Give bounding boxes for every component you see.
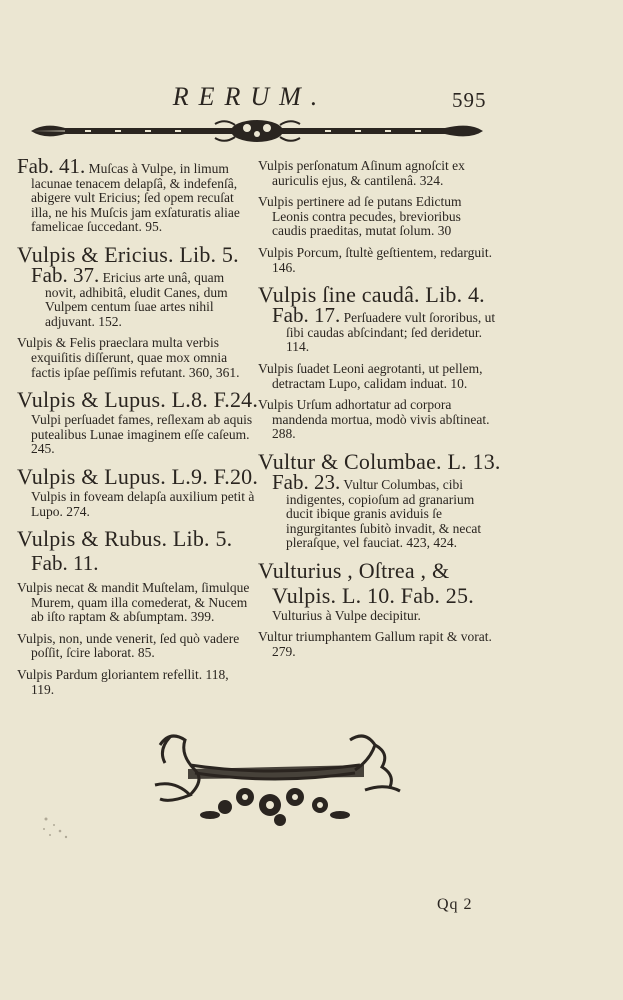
entry-heading: Vulpis & Lupus. L.8. F.24. — [17, 387, 259, 413]
entry-text: Ericius arte unâ, quam novit, adhibitâ, eludit Canes, dum Vulpem centum ſuae artes nihil adjuvant. 152. — [45, 269, 228, 329]
entry-heading: Vultur & Columbae. L. 13. — [258, 448, 501, 474]
index-column-right — [258, 158, 501, 667]
index-entry: Vulpis Pardum gloriantem refellit. 118, 119. — [17, 667, 229, 697]
entry-text: Perſuadere vult ſororibus, ut ſibi caudas abſcindant; ſed deridetur. 114. — [286, 310, 496, 355]
running-title: RERUM. — [172, 82, 328, 111]
entry-text: Vulpi perſuadet fames, reſlexam ab aquis putealibus Lunae imaginem eſſe caſeum. 245. — [31, 412, 253, 457]
index-entry: Vulpis ſuadet Leoni aegrotanti, ut pellem, detractam Lupo, calidam induat. 10. — [258, 360, 483, 391]
fable-number: Fab. 11. — [31, 551, 99, 576]
index-column-left — [17, 154, 259, 704]
index-entry — [17, 242, 255, 329]
entry-heading: Vulturius , Oſtrea , & — [258, 557, 450, 583]
index-entry: Vulpis, non, unde venerit, ſed quò vadere poſſit, ſcire laborat. 85. — [17, 630, 240, 661]
index-entry: Vulpis Urſum adhortatur ad corpora mandenda mortua, modò vivis abſtineat. 288. — [258, 397, 490, 442]
entry-text: Vultur Columbas, cibi indigentes, copioſum ad granarium ducit ibique granis aviduis ſe ingurgitantes ſubitò invadit, & necat pleraſque, vel fauciat. 423, 424. — [286, 476, 482, 551]
fable-number: Fab. 41. — [17, 154, 86, 178]
index-entry: Vulpis & Felis praeclara multa verbis exquiſitis diſſerunt, quae mox omnia factis ipſae peſſimis refutant. 360, 361. — [17, 335, 240, 380]
index-entry: Vultur triumphantem Gallum rapit & vorat. 279. — [258, 629, 492, 660]
entry-text: Muſcas à Vulpe, in limum lacunae tenacem delapſâ, & indefenſâ, abigere vult Ericius; ſed opem recuſat illa, ne his Muſcis jam exſaturatis aliae famelicae ſuccedant. 95. — [31, 161, 240, 235]
ribbon-wreath-band-icon — [25, 116, 490, 146]
page-number: 595 — [452, 88, 487, 112]
entry-text: Vulturius à Vulpe decipitur. — [272, 607, 421, 623]
entry-heading: Vulpis & Lupus. L.9. F.20. — [17, 463, 259, 489]
index-entry — [17, 387, 259, 457]
index-entry — [17, 463, 259, 519]
entry-heading: Vulpis ſine caudâ. Lib. 4. — [258, 282, 485, 308]
index-entry: Vulpis perſonatum Aſinum agnoſcit ex auriculis ejus, & cantilenâ. 324. — [258, 158, 465, 188]
index-entry — [17, 154, 255, 235]
signature-mark: Qq 2 — [437, 896, 473, 913]
index-entry: Vulpis Porcum, ſtultè geſtientem, redarguit. 146. — [258, 244, 493, 275]
index-entry — [258, 448, 501, 551]
fable-number: Fab. 17. — [272, 303, 341, 328]
index-entry: Vulpis pertinere ad ſe putans Edictum Leonis contra pecudes, brevioribus caudis praeditas, mutat ſolum. 30 — [258, 194, 462, 239]
entry-text: Vulpis in foveam delapſa auxilium petit à Lupo. 274. — [31, 488, 255, 519]
entry-heading: Vulpis & Rubus. Lib. 5. — [17, 526, 233, 552]
fable-number: Fab. 37. — [31, 262, 100, 287]
index-entry — [17, 526, 255, 575]
ribbon-bow-flowers-icon — [150, 725, 405, 835]
index-entry — [258, 282, 498, 355]
ink-smudge — [40, 815, 76, 843]
index-entry: Vulpis necat & mandit Muſtelam, ſimulque Murem, quam illa comederat, & Nucem ab iſto raptam & abſumptam. 399. — [17, 580, 250, 625]
entry-heading-continued: Vulpis. L. 10. Fab. 25. — [272, 582, 474, 608]
fable-number: Fab. 23. — [272, 469, 341, 494]
entry-heading: Vulpis & Ericius. Lib. 5. — [17, 241, 239, 267]
index-entry — [258, 558, 498, 624]
